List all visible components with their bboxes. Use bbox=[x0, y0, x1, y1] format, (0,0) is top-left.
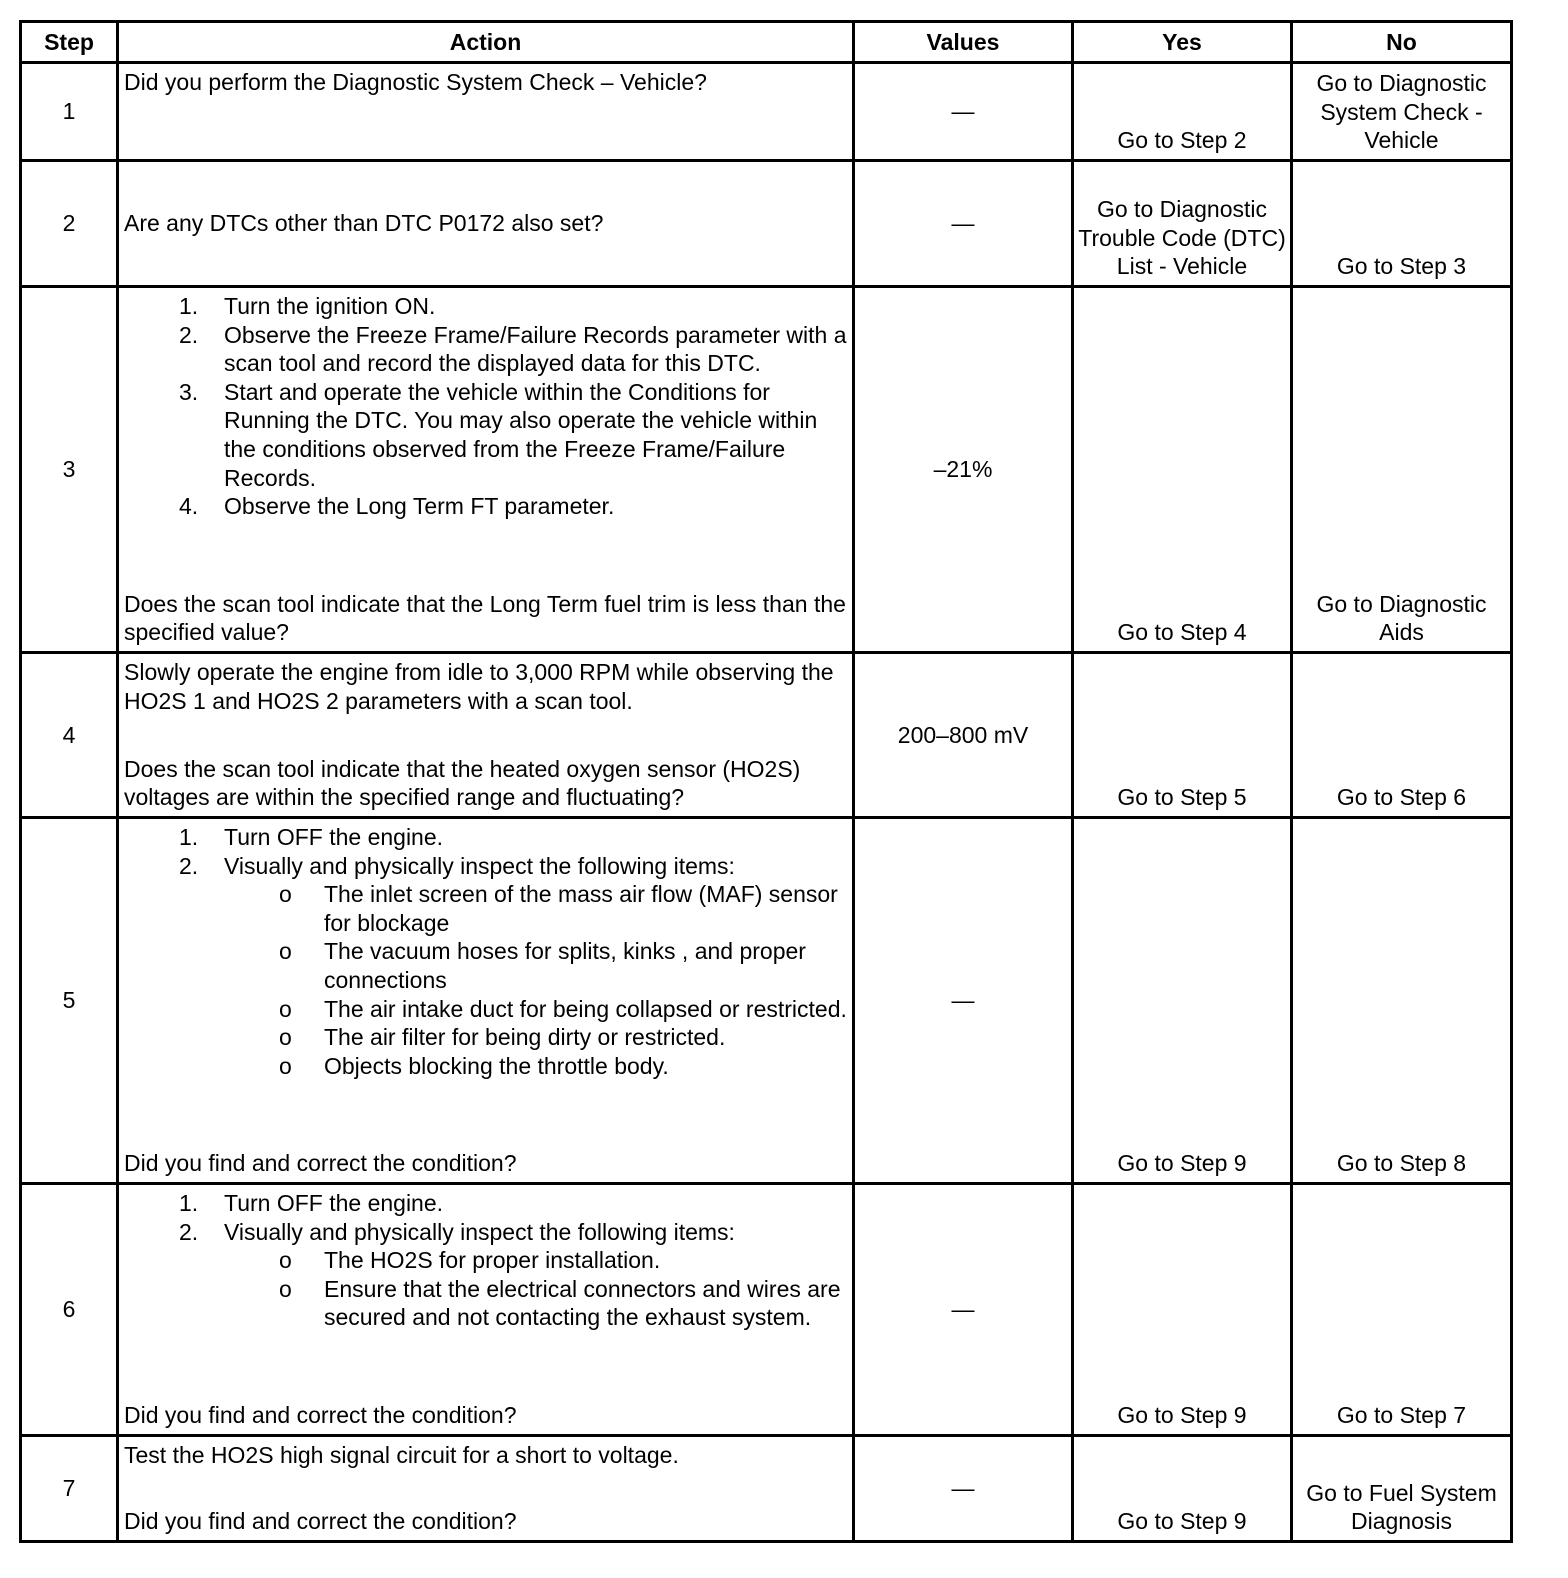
list-item: 1. Turn OFF the engine. bbox=[179, 1190, 444, 1216]
action-question: Did you find and correct the condition? bbox=[124, 1150, 517, 1177]
action-question: Did you find and correct the condition? bbox=[124, 1508, 517, 1535]
table-row bbox=[21, 287, 1512, 653]
action-question: Does the scan tool indicate that the heated oxygen sensor (HO2S) voltages are within the specified range and fluctuating? bbox=[124, 755, 801, 811]
action-intro: Test the HO2S high signal circuit for a short to voltage. bbox=[124, 1442, 679, 1468]
inspection-list bbox=[124, 880, 848, 1080]
list-item: o Ensure that the electrical connectors and wires are secured and not contacting the exhaust system. bbox=[279, 1275, 841, 1331]
step-number: 1 bbox=[21, 63, 118, 161]
action-cell bbox=[118, 653, 854, 818]
yes-cell: Go to Step 2 bbox=[1073, 63, 1292, 161]
no-cell: Go to Step 6 bbox=[1292, 653, 1512, 818]
action-cell bbox=[118, 287, 854, 653]
value-cell: — bbox=[854, 818, 1073, 1184]
value-cell: 200–800 mV bbox=[854, 653, 1073, 818]
step-number: 5 bbox=[21, 818, 118, 1184]
list-item: 2. Visually and physically inspect the following items: bbox=[179, 1218, 735, 1245]
step-number: 4 bbox=[21, 653, 118, 818]
list-item: 1. Turn OFF the engine. bbox=[179, 824, 444, 850]
list-item: o Objects blocking the throttle body. bbox=[279, 1052, 669, 1079]
yes-cell: Go to Step 5 bbox=[1073, 653, 1292, 818]
list-item: 3. Start and operate the vehicle within the Conditions for Running the DTC. You may also operate the vehicle within the conditions observed from the Freeze Frame/Failure Records. bbox=[179, 378, 818, 491]
yes-cell: Go to Step 4 bbox=[1073, 287, 1292, 653]
action-steps bbox=[124, 823, 848, 880]
no-cell: Go to Diagnostic Aids bbox=[1292, 287, 1512, 653]
table-row bbox=[21, 161, 1512, 287]
value-cell: –21% bbox=[854, 287, 1073, 653]
table-row bbox=[21, 653, 1512, 818]
table-row bbox=[21, 63, 1512, 161]
value-cell: — bbox=[854, 1184, 1073, 1436]
no-cell: Go to Step 7 bbox=[1292, 1184, 1512, 1436]
value-cell: — bbox=[854, 63, 1073, 161]
no-cell: Go to Step 3 bbox=[1292, 161, 1512, 287]
list-item: o The inlet screen of the mass air flow (MAF) sensor for blockage bbox=[279, 881, 838, 936]
no-cell: Go to Diagnostic System Check - Vehicle bbox=[1292, 63, 1512, 161]
value-cell: — bbox=[854, 161, 1073, 287]
list-item: o The air intake duct for being collapsed or restricted. bbox=[279, 995, 847, 1022]
action-intro: Slowly operate the engine from idle to 3,000 RPM while observing the HO2S 1 and HO2S 2 parameters with a scan tool. bbox=[124, 659, 834, 714]
inspection-list bbox=[124, 1246, 848, 1332]
step-number: 6 bbox=[21, 1184, 118, 1436]
action-cell bbox=[118, 1184, 854, 1436]
header-step: Step bbox=[21, 22, 118, 63]
action-cell bbox=[118, 818, 854, 1184]
action-question: Does the scan tool indicate that the Long Term fuel trim is less than the specified value? bbox=[124, 590, 846, 646]
action-text: Did you perform the Diagnostic System Check – Vehicle? bbox=[124, 69, 707, 95]
action-steps bbox=[124, 1189, 848, 1246]
list-item: o The air filter for being dirty or restricted. bbox=[279, 1024, 726, 1051]
step-number: 3 bbox=[21, 287, 118, 653]
action-steps bbox=[124, 292, 848, 521]
table-row bbox=[21, 1184, 1512, 1436]
header-values: Values bbox=[854, 22, 1073, 63]
no-cell: Go to Fuel System Diagnosis bbox=[1292, 1436, 1512, 1542]
step-number: 7 bbox=[21, 1436, 118, 1542]
yes-cell: Go to Step 9 bbox=[1073, 1436, 1292, 1542]
action-question: Did you find and correct the condition? bbox=[124, 1402, 517, 1429]
action-cell bbox=[118, 63, 854, 161]
header-row bbox=[21, 22, 1512, 63]
action-cell bbox=[118, 1436, 854, 1542]
list-item: 2. Observe the Freeze Frame/Failure Records parameter with a scan tool and record the displayed data for this DTC. bbox=[179, 321, 847, 377]
value-cell: — bbox=[854, 1436, 1073, 1542]
list-item: o The HO2S for proper installation. bbox=[279, 1247, 661, 1274]
list-item: 1. Turn the ignition ON. bbox=[179, 293, 436, 319]
diagnostic-table bbox=[19, 20, 1513, 1543]
step-number: 2 bbox=[21, 161, 118, 287]
header-action: Action bbox=[118, 22, 854, 63]
yes-cell: Go to Step 9 bbox=[1073, 818, 1292, 1184]
action-text: Are any DTCs other than DTC P0172 also set? bbox=[124, 210, 604, 237]
action-cell bbox=[118, 161, 854, 287]
list-item: 2. Visually and physically inspect the following items: bbox=[179, 852, 735, 879]
table-row bbox=[21, 1436, 1512, 1542]
no-cell: Go to Step 8 bbox=[1292, 818, 1512, 1184]
table-row bbox=[21, 818, 1512, 1184]
header-yes: Yes bbox=[1073, 22, 1292, 63]
list-item: o The vacuum hoses for splits, kinks , and proper connections bbox=[279, 938, 806, 993]
yes-cell: Go to Step 9 bbox=[1073, 1184, 1292, 1436]
yes-cell: Go to Diagnostic Trouble Code (DTC) List - Vehicle bbox=[1073, 161, 1292, 287]
header-no: No bbox=[1292, 22, 1512, 63]
list-item: 4. Observe the Long Term FT parameter. bbox=[179, 493, 615, 520]
